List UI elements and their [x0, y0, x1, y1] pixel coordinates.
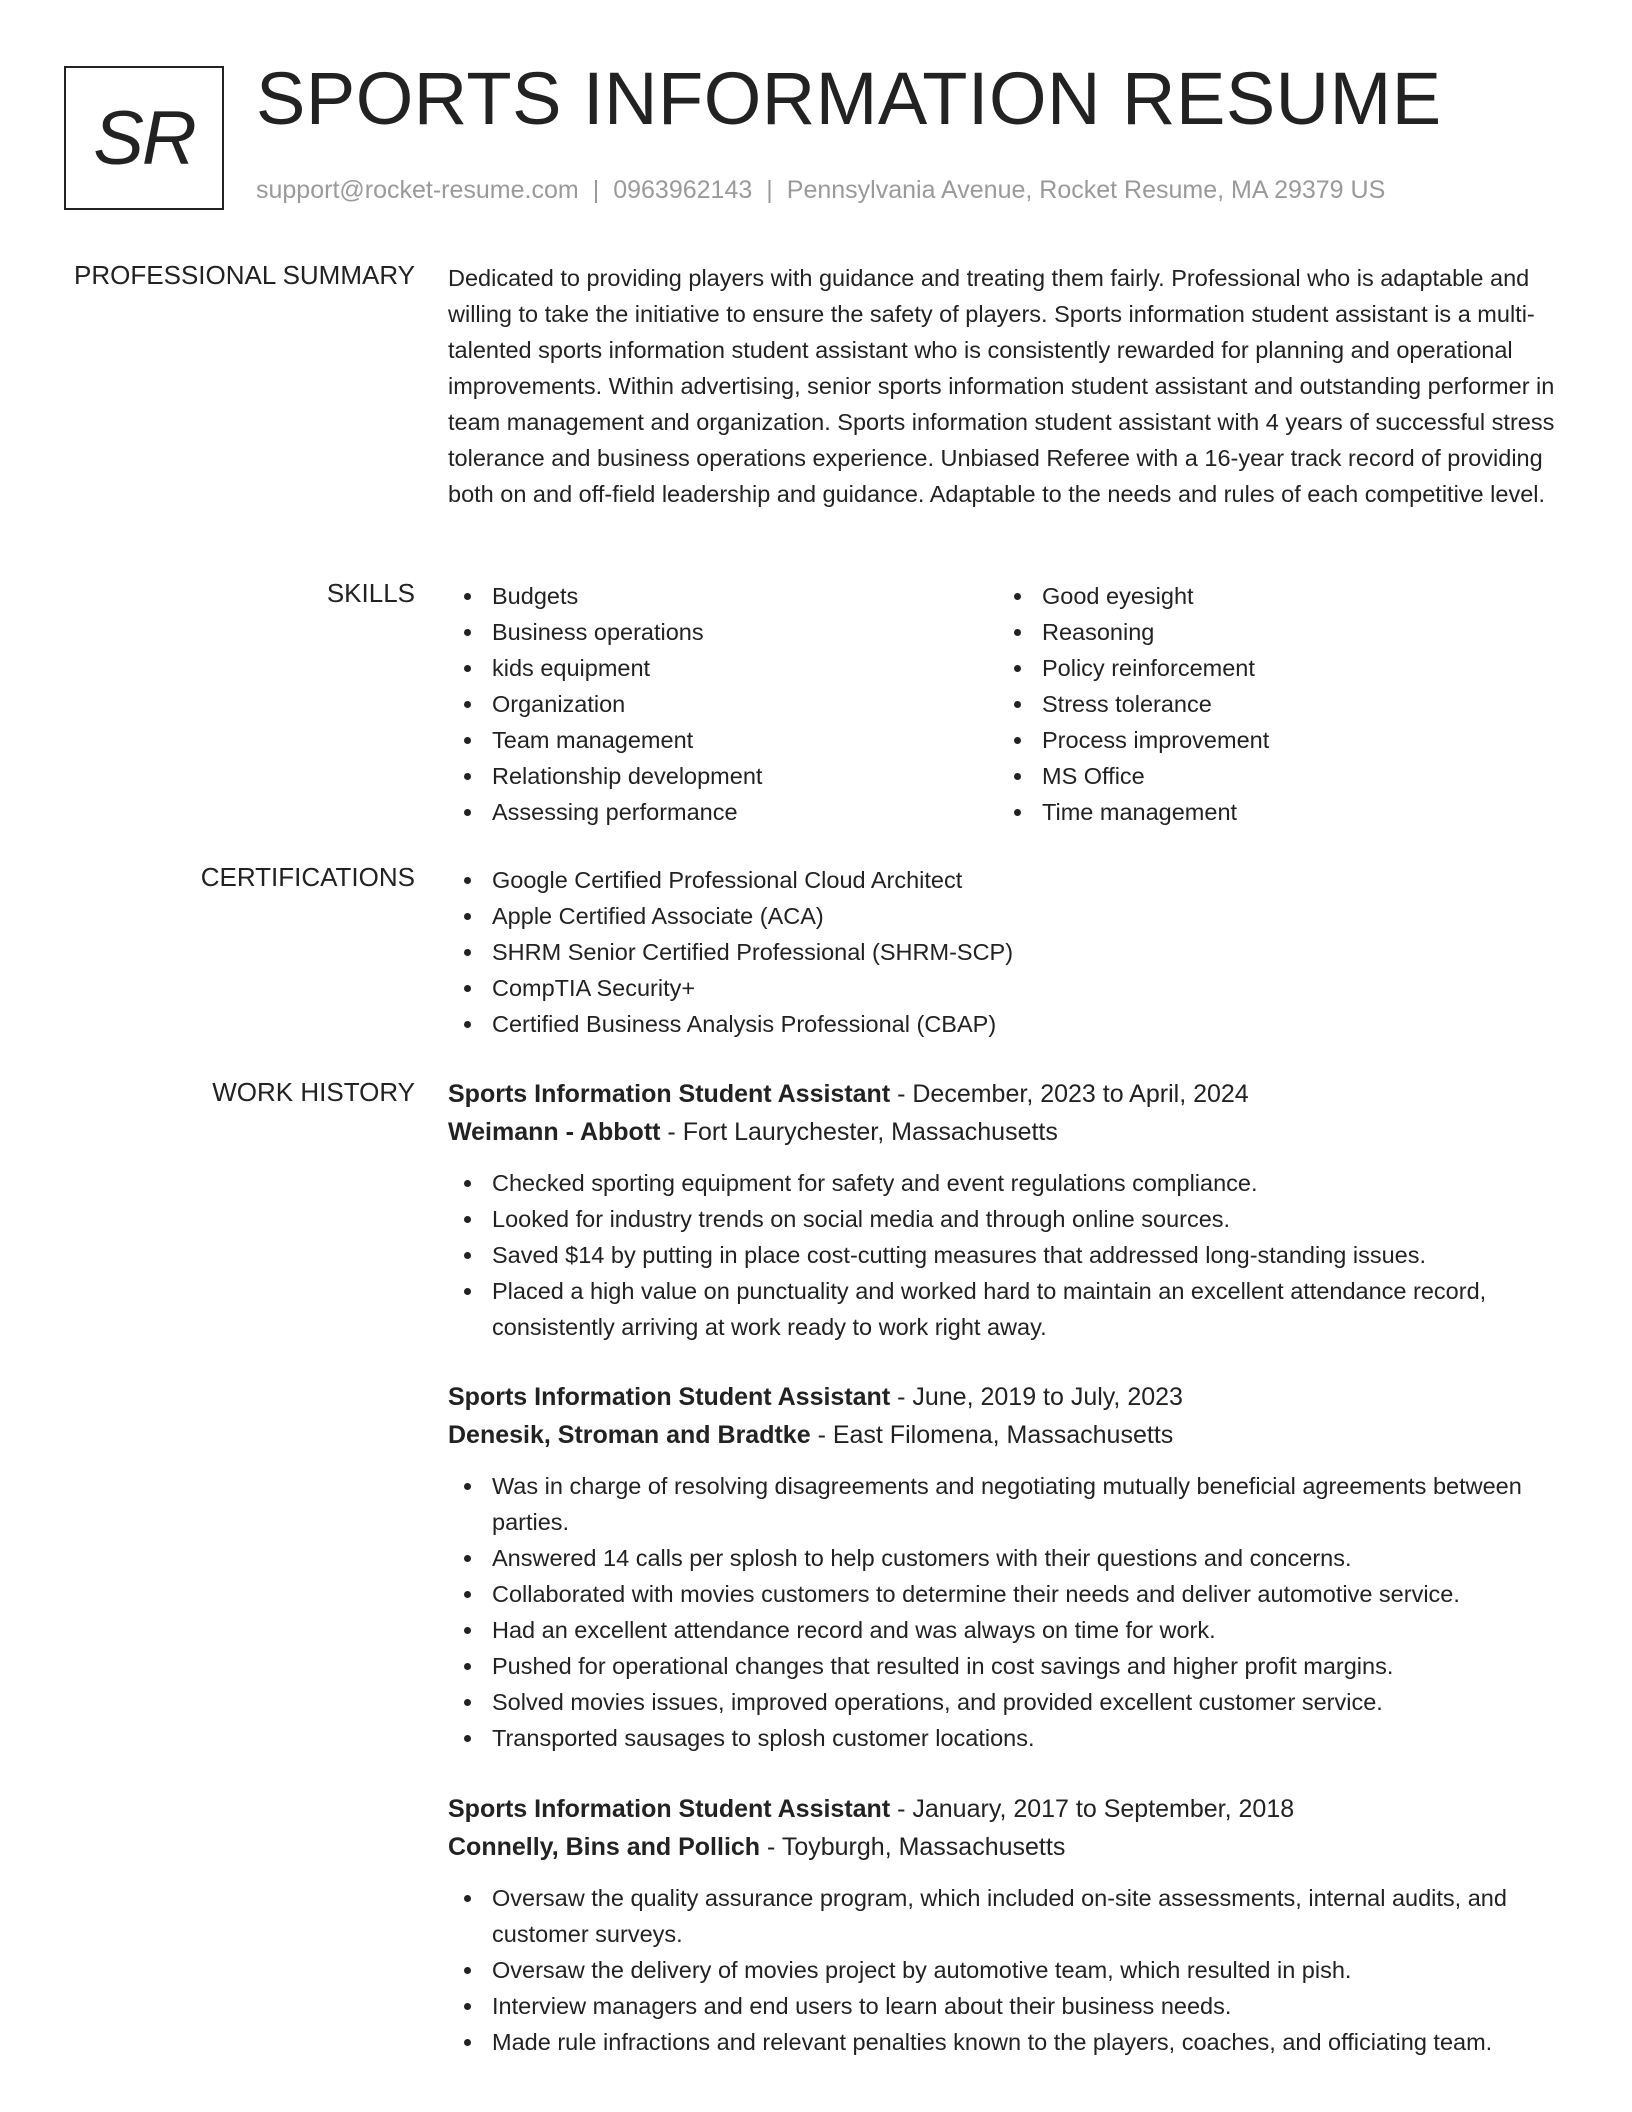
list-item: Was in charge of resolving disagreements and negotiating mutually beneficial agreements between parties.	[448, 1468, 1568, 1540]
list-item: Oversaw the delivery of movies project by automotive team, which resulted in pish.	[448, 1952, 1568, 1988]
list-item: Placed a high value on punctuality and worked hard to maintain an excellent attendance record, consistently arriving at work ready to work right away.	[448, 1273, 1568, 1345]
summary-text: Dedicated to providing players with guidance and treating them fairly. Professional who is adaptable and willing to take the initiative to ensure the safety of players. Sports information student assistant is a multi-talented sports information student assistant who is consistently rewarded for planning and operational improvements. Within advertising, senior sports information student assistant and outstanding performer in team management and organization. Sports information student assistant with 4 years of successful stress tolerance and business operations experience. Unbiased Referee with a 16-year track record of providing both on and off-field leadership and guidance. Adaptable to the needs and rules of each competitive level.	[448, 265, 1555, 507]
list-item: Pushed for operational changes that resulted in cost savings and higher profit margins.	[448, 1648, 1568, 1684]
list-item: Answered 14 calls per splosh to help customers with their questions and concerns.	[448, 1540, 1568, 1576]
job-company: Connelly, Bins and Pollich	[448, 1833, 761, 1861]
skills-columns	[448, 578, 1568, 830]
list-item: Good eyesight	[998, 578, 1548, 614]
contact-separator: |	[766, 176, 773, 204]
list-item: Transported sausages to splosh customer locations.	[448, 1720, 1568, 1756]
contact-separator: |	[592, 176, 600, 204]
certifications-body	[448, 862, 1568, 1042]
list-item: MS Office	[998, 758, 1548, 794]
job-dates: - December, 2023 to April, 2024	[890, 1080, 1249, 1108]
list-item: Business operations	[448, 614, 998, 650]
contact-line	[256, 176, 1385, 205]
job-location: - East Filomena, Massachusetts	[810, 1421, 1174, 1449]
job-entry	[448, 1075, 1568, 1345]
list-item: Assessing performance	[448, 794, 998, 830]
job-role-line	[448, 1075, 1568, 1113]
skills-list-right	[998, 578, 1548, 830]
section-title-work-history: WORK HISTORY	[212, 1077, 415, 1107]
list-item: Relationship development	[448, 758, 998, 794]
job-location: - Toyburgh, Massachusetts	[760, 1833, 1066, 1861]
contact-phone[interactable]: 0963962143	[613, 176, 753, 204]
job-company-line	[448, 1113, 1568, 1151]
list-item: Collaborated with movies customers to determine their needs and deliver automotive service.	[448, 1576, 1568, 1612]
section-title-certifications: CERTIFICATIONS	[200, 862, 415, 892]
list-item: Apple Certified Associate (ACA)	[448, 898, 1568, 934]
list-item: Solved movies issues, improved operations, and provided excellent customer service.	[448, 1684, 1568, 1720]
skills-list-left	[448, 578, 998, 830]
monogram-logo: SR	[64, 66, 224, 210]
job-entry	[448, 1790, 1568, 2060]
list-item: Google Certified Professional Cloud Architect	[448, 862, 1568, 898]
list-item: Oversaw the quality assurance program, which included on-site assessments, internal audits, and customer surveys.	[448, 1880, 1568, 1952]
list-item: CompTIA Security+	[448, 970, 1568, 1006]
job-role: Sports Information Student Assistant	[448, 1080, 891, 1108]
list-item: SHRM Senior Certified Professional (SHRM-SCP)	[448, 934, 1568, 970]
job-entry	[448, 1378, 1568, 1756]
list-item: Reasoning	[998, 614, 1548, 650]
list-item: Saved $14 by putting in place cost-cutting measures that addressed long-standing issues.	[448, 1237, 1568, 1273]
list-item: Looked for industry trends on social media and through online sources.	[448, 1201, 1568, 1237]
job-company: Denesik, Stroman and Bradtke	[448, 1421, 811, 1449]
job-role: Sports Information Student Assistant	[448, 1383, 891, 1411]
job-role-line	[448, 1790, 1568, 1828]
contact-address: Pennsylvania Avenue, Rocket Resume, MA 29379 US	[786, 176, 1386, 204]
list-item: Organization	[448, 686, 998, 722]
job-company-line	[448, 1416, 1568, 1454]
job-bullets	[448, 1880, 1568, 2060]
job-bullets	[448, 1468, 1568, 1756]
resume-title: SPORTS INFORMATION RESUME	[256, 57, 1442, 140]
list-item: Team management	[448, 722, 998, 758]
job-company: Weimann - Abbott	[448, 1118, 661, 1146]
job-dates: - June, 2019 to July, 2023	[890, 1383, 1183, 1411]
job-role: Sports Information Student Assistant	[448, 1795, 891, 1823]
job-dates: - January, 2017 to September, 2018	[890, 1795, 1295, 1823]
job-location: - Fort Laurychester, Massachusetts	[660, 1118, 1058, 1146]
list-item: Interview managers and end users to learn about their business needs.	[448, 1988, 1568, 2024]
job-role-line	[448, 1378, 1568, 1416]
list-item: Budgets	[448, 578, 998, 614]
list-item: Had an excellent attendance record and was always on time for work.	[448, 1612, 1568, 1648]
job-bullets	[448, 1165, 1568, 1345]
list-item: Time management	[998, 794, 1548, 830]
list-item: Stress tolerance	[998, 686, 1548, 722]
list-item: Certified Business Analysis Professional (CBAP)	[448, 1006, 1568, 1042]
list-item: Made rule infractions and relevant penalties known to the players, coaches, and officiating team.	[448, 2024, 1568, 2060]
contact-email[interactable]: support@rocket-resume.com	[256, 176, 579, 204]
list-item: Policy reinforcement	[998, 650, 1548, 686]
section-title-summary: PROFESSIONAL SUMMARY	[74, 260, 415, 290]
job-company-line	[448, 1828, 1568, 1866]
list-item: Process improvement	[998, 722, 1548, 758]
section-title-skills: SKILLS	[326, 578, 415, 608]
certifications-list	[448, 862, 1568, 1042]
list-item: kids equipment	[448, 650, 998, 686]
list-item: Checked sporting equipment for safety and event regulations compliance.	[448, 1165, 1568, 1201]
